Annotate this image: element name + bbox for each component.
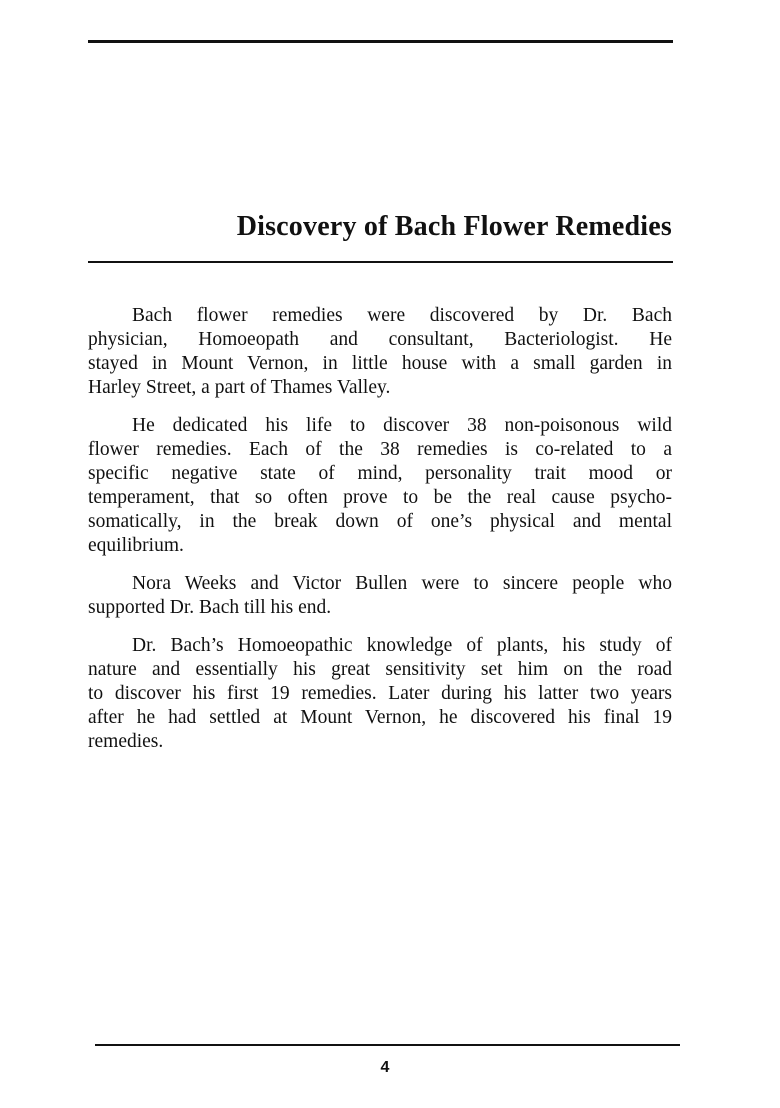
paragraph xyxy=(88,634,672,754)
page-title: Discovery of Bach Flower Remedies xyxy=(236,211,672,242)
text-line: supported Dr. Bach till his end. xyxy=(88,597,332,618)
text-line: to discover his first 19 remedies. Later during his latter two years xyxy=(88,683,672,704)
paragraph xyxy=(88,414,672,558)
text-line: Bach flower remedies were discovered by Dr. Bach xyxy=(132,305,672,326)
text-line: after he had settled at Mount Vernon, he discovered his final 19 xyxy=(88,707,672,728)
top-rule xyxy=(88,40,673,43)
page-number: 4 xyxy=(380,1059,390,1076)
paragraph xyxy=(88,572,672,620)
body-text xyxy=(88,304,672,768)
text-line: physician, Homoeopath and consultant, Bacteriologist. He xyxy=(88,329,672,350)
paragraph xyxy=(88,304,672,400)
bottom-rule xyxy=(95,1044,680,1046)
text-line: Harley Street, a part of Thames Valley. xyxy=(88,377,391,398)
text-line: flower remedies. Each of the 38 remedies is co-related to a xyxy=(88,439,672,460)
text-line: equilibrium. xyxy=(88,535,184,556)
title-underline xyxy=(88,261,673,263)
text-line: remedies. xyxy=(88,731,164,752)
text-line: temperament, that so often prove to be the real cause psycho- xyxy=(88,487,672,508)
text-line: specific negative state of mind, personality trait mood or xyxy=(88,463,672,484)
text-line: somatically, in the break down of one’s physical and mental xyxy=(88,511,672,532)
text-line: He dedicated his life to discover 38 non-poisonous wild xyxy=(132,415,672,436)
text-line: Dr. Bach’s Homoeopathic knowledge of plants, his study of xyxy=(132,635,672,656)
text-line: nature and essentially his great sensitivity set him on the road xyxy=(88,659,672,680)
text-line: stayed in Mount Vernon, in little house with a small garden in xyxy=(88,353,672,374)
text-line: Nora Weeks and Victor Bullen were to sincere people who xyxy=(132,573,672,594)
